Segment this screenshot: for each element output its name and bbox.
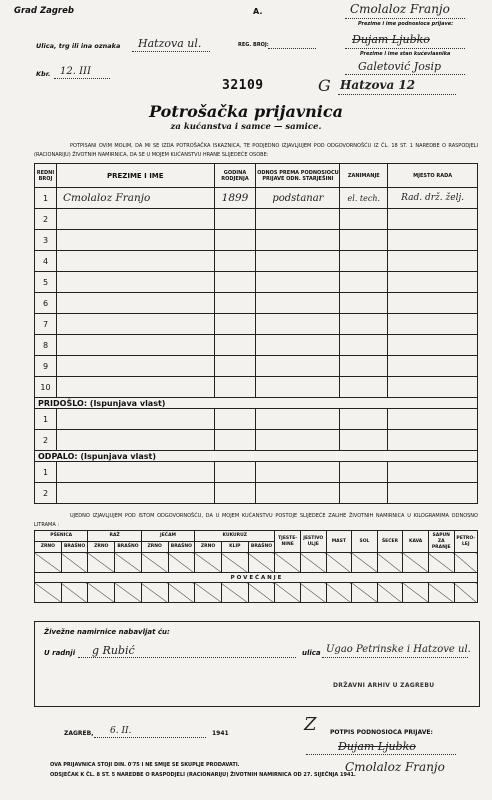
povecanje-label: P O V E Ć A N J E xyxy=(35,573,478,583)
table-row: 2 xyxy=(35,430,478,451)
stock-petrolej: PETRO-LEJ xyxy=(454,531,477,553)
odpalo-label: ODPALO: (Ispunjava vlast) xyxy=(35,451,478,462)
person-relation: podstanar xyxy=(256,188,340,209)
col-workplace: MJESTO RADA xyxy=(388,164,478,188)
signature-mark: Z xyxy=(304,714,317,735)
ulica-value: Ugao Petrinske i Hatzove ul. xyxy=(326,644,471,655)
pridoslo-label: PRIDOŠLO: (Ispunjava vlast) xyxy=(35,398,478,409)
stock-group-kukuruz: KUKURUZ xyxy=(195,531,275,542)
table-row: 1 xyxy=(35,409,478,430)
reg-broj-label: REG. BROJ: xyxy=(238,42,269,48)
landlord-value: Galetović Josip xyxy=(358,60,442,73)
table-row: 8 xyxy=(35,335,478,356)
signature-2: Cmolaloz Franjo xyxy=(345,760,445,774)
person-year: 1899 xyxy=(214,188,256,209)
stock-ulje: JESTIVO ULJE xyxy=(300,531,326,553)
shop-value: g Rubić xyxy=(92,644,135,657)
signature-label: POTPIS PODNOSIOCA PRIJAVE: xyxy=(330,729,433,736)
declaration-text: POTPISANI OVIM MOLIM, DA MI SE IZDA POTROŠAČKA ISKAZNICA, TE PODJEDNO IZJAVLJUJEM POD ODGOVORNOŠĆU IZ ČL. 18 ST. 1 NAREDBE O RASPODJELI (RACIONARIJU) ŽIVOTNIH NAMIRNICA, DA SE U MOJEM KUĆANSTVU HRANE SLIJEDEĆE OSOBE: xyxy=(34,143,478,158)
col-relation: ODNOS PREMA PODNOSIOCU PRIJAVE ODN. STARJEŠINI xyxy=(256,164,340,188)
stock-row xyxy=(35,583,478,603)
table-row: 10 xyxy=(35,377,478,398)
stock-declaration: UJEDNO IZJAVLJUJEM POD ISTOM ODGOVORNOŠĆU, DA U MOJEM KUĆANSTVU POSTOJE SLIJEDEĆE ZALIHE ŽIVOTNIH NAMIRNICA U KILOGRAMIMA ODNOSNO LITRAMA : xyxy=(34,513,478,528)
shop-label: U radnji xyxy=(44,649,76,657)
footer-year: 1941 xyxy=(212,730,229,737)
person-name: Cmolaloz Franjo xyxy=(56,188,214,209)
owner-label: Prezime i ime stan kućevlasnika xyxy=(360,51,451,57)
person-occupation: el. tech. xyxy=(340,188,388,209)
street-label: Ulica, trg ili ina oznaka xyxy=(36,42,121,50)
col-occupation: ZANIMANJE xyxy=(340,164,388,188)
form-number: 32109 xyxy=(222,78,264,93)
stock-group-jecam: JEČAM xyxy=(141,531,194,542)
provision-label: Živežne namirnice nabavljat ću: xyxy=(44,628,170,636)
table-row: 2 xyxy=(35,209,478,230)
col-redni-broj: REDNI BROJ xyxy=(35,164,57,188)
footer-note-1: OVA PRIJAVNICA STOJI DIN. 0'75 I NE SMIJE SE SKUPLJE PRODAVATI. xyxy=(50,762,240,768)
city-label: Grad Zagreb xyxy=(14,6,74,16)
kbr-label: Kbr. xyxy=(36,70,51,78)
stock-group-raz: RAŽ xyxy=(88,531,141,542)
stock-secer: ŠEĆER xyxy=(377,531,403,553)
street-value: Hatzova ul. xyxy=(138,37,202,50)
table-row: 9 xyxy=(35,356,478,377)
table-row: 5 xyxy=(35,272,478,293)
signature-top: Cmolaloz Franjo xyxy=(350,2,450,16)
footer-date: 6. II. xyxy=(110,726,132,736)
archive-stamp: DRŽAVNI ARHIV U ZAGREBU xyxy=(333,682,435,689)
persons-table xyxy=(34,163,478,504)
stock-table: PŠENICA RAŽ JEČAM KUKURUZ TJESTE-NINE JESTIVO ULJE MAST SOL ŠEĆER KAVA SAPUN ZA PRANJE PETRO-LEJ ZRNO BRAŠNO ZRNO BRAŠNO ZRNO BRAŠNO ZRNO KLIP BRAŠNO P O V E Ć A N J E xyxy=(34,530,478,603)
stock-mast: MAST xyxy=(326,531,352,553)
stock-sapun: SAPUN ZA PRANJE xyxy=(428,531,454,553)
kbr-value: 12. III xyxy=(60,66,91,77)
table-row: 3 xyxy=(35,230,478,251)
submitter-label: Prezime i ime podnosioca prijave: xyxy=(358,21,454,27)
stock-sol: SOL xyxy=(352,531,378,553)
circle-mark: G xyxy=(318,76,331,95)
table-row: 1 Cmolaloz Franjo 1899 podstanar el. tech. Rad. drž. želj. xyxy=(35,188,478,209)
footer-note-2: ODSJEČAK K ČL. 8 ST. 5 NAREDBE O RASPODJELI (RACIONARIJU) ŽIVOTNIH NAMIRNICA OD 27. SIJEČNJA 1941. xyxy=(50,772,356,778)
address-hand: Hatzova 12 xyxy=(340,78,416,92)
table-row: 6 xyxy=(35,293,478,314)
form-title: Potrošačka prijavnica xyxy=(149,102,343,121)
table-row: 1 xyxy=(35,462,478,483)
stock-row xyxy=(35,553,478,573)
table-row: 4 xyxy=(35,251,478,272)
form-letter: A. xyxy=(253,7,263,16)
form-subtitle: za kućanstva i samce — samice. xyxy=(170,122,322,132)
col-name: PREZIME I IME xyxy=(56,164,214,188)
stock-tjestenine: TJESTE-NINE xyxy=(275,531,301,553)
footer-place: ZAGREB, xyxy=(64,730,94,737)
table-row: 7 xyxy=(35,314,478,335)
ulica-label: ulica xyxy=(302,649,321,657)
signature-1: Dujam Ljubko xyxy=(338,740,416,753)
stock-kava: KAVA xyxy=(403,531,429,553)
person-workplace: Rad. drž. želj. xyxy=(388,188,478,209)
stock-group-psenica: PŠENICA xyxy=(35,531,88,542)
owner-value: Dujam Ljubko xyxy=(352,33,430,46)
col-year: GODINA RODJENJA xyxy=(214,164,256,188)
table-row: 2 xyxy=(35,483,478,504)
